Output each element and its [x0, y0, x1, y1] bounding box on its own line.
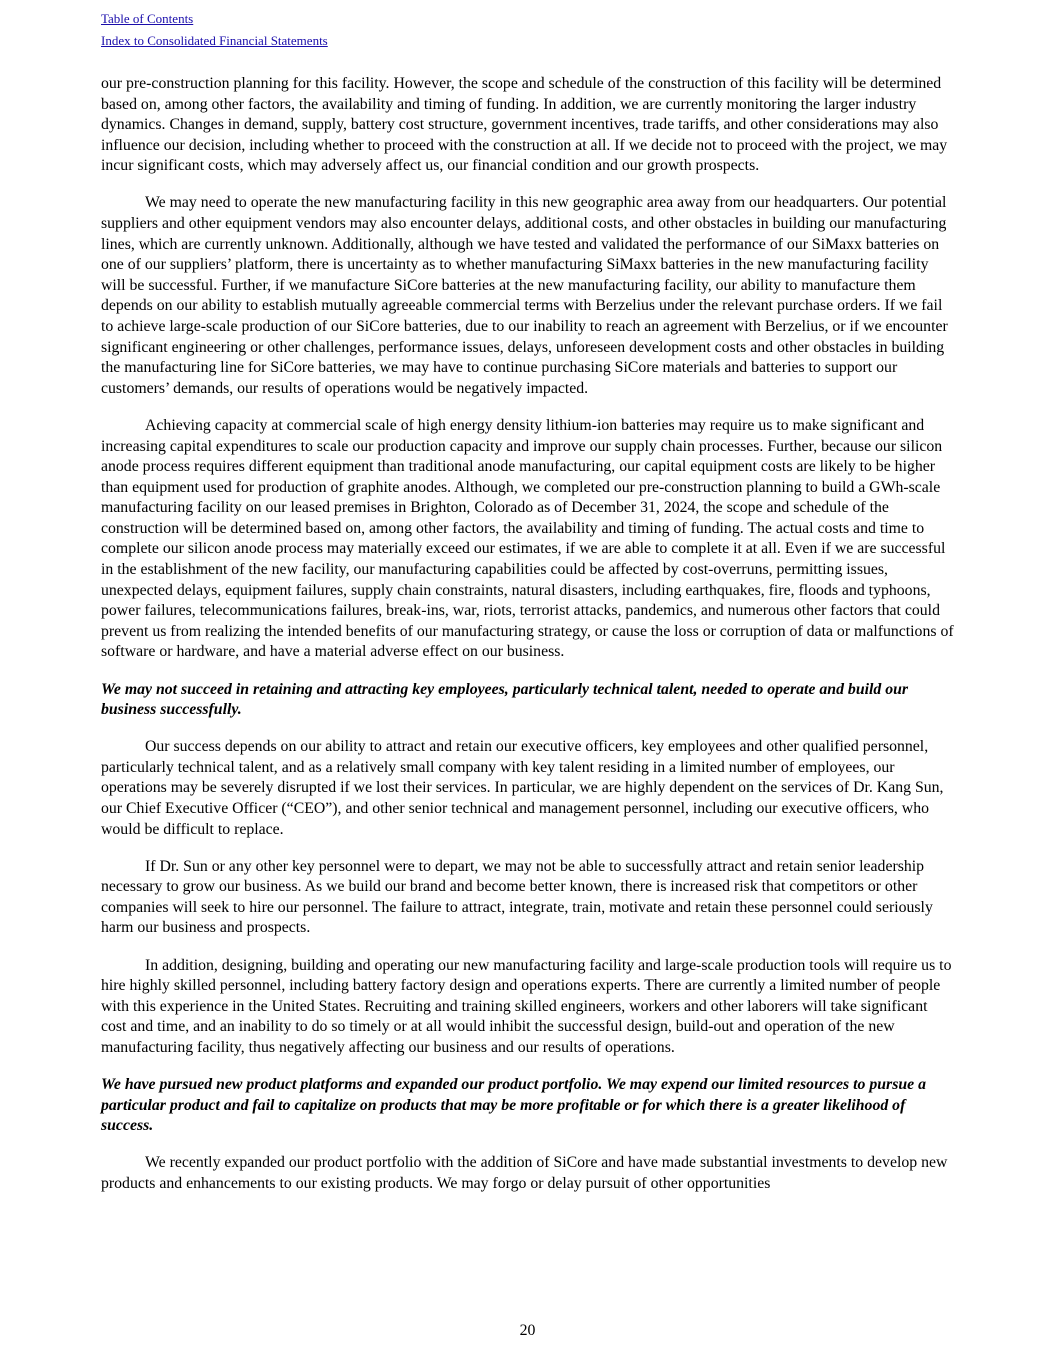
risk-heading-product-platforms: We have pursued new product platforms and expanded our product portfolio. We may expend our limited resources to pursue a particular product and fail to capitalize on products that may be more profitable or for which there is a greater likelihood of success. — [101, 1076, 926, 1135]
financial-statements-index-link[interactable]: Index to Consolidated Financial Statements — [101, 33, 328, 48]
paragraph-product-portfolio: We recently expanded our product portfolio with the addition of SiCore and have made substantial investments to develop new products and enhancements to our existing products. We may forgo or delay pursuit of other opportunities — [101, 1154, 948, 1192]
risk-heading-key-employees: We may not succeed in retaining and attracting key employees, particularly technical talent, needed to operate and build our business successfully. — [101, 680, 909, 719]
paragraph-capacity-scale: Achieving capacity at commercial scale of high energy density lithium-ion batteries may require us to make significant and increasing capital expenditures to scale our production capacity and improve our supply chain processes. Further, because our silicon anode process requires different equipment than traditional anode manufacturing, our capital equipment costs are likely to be higher than equipment used for production of graphite anodes. Although, we completed our pre-construction planning to build a GWh-scale manufacturing facility on our leased premises in Brighton, Colorado as of December 31, 2024, the scope and schedule of the construction will be determined based on, among other factors, the availability and timing of funding. The actual costs and time to complete our silicon anode process may materially exceed our estimates, if we are able to complete it at all. Even if we are successful in the establishment of the new facility, our manufacturing capabilities could be affected by cost-overruns, permitting issues, unexpected delays, equipment failures, supply chain constraints, natural disasters, including earthquakes, fire, floods and typhoons, power failures, telecommunications failures, break-ins, war, riots, terrorist attacks, pandemics, and numerous other factors that could prevent us from realizing the intended benefits of our manufacturing strategy, or cause the loss or corruption of data or malfunctions of software or hardware, and have a material adverse effect on our business. — [101, 416, 954, 661]
paragraph-key-personnel: If Dr. Sun or any other key personnel were to depart, we may not be able to successfully attract and retain senior leadership necessary to grow our business. As we build our brand and become better known, there is increased risk that competitors or other companies will seek to hire our personnel. The failure to attract, integrate, train, motivate and retain these personnel could seriously harm our business and prospects. — [101, 857, 933, 937]
top-navigation — [101, 8, 328, 52]
paragraph-manufacturing-facility: We may need to operate the new manufacturing facility in this new geographic area away from our headquarters. Our potential suppliers and other equipment vendors may also encounter delays, additional costs, and other obstacles in building our manufacturing lines, which are currently unknown. Additionally, although we have tested and validated the performance of our SiMaxx batteries on one of our suppliers’ platform, there is uncertainty as to whether manufacturing SiMaxx batteries in the new manufacturing facility will be successful. Further, if we manufacture SiCore batteries at the new manufacturing facility, our ability to manufacture them depends on our ability to establish mutually agreeable commercial terms with Berzelius under the relevant purchase orders. If we fail to achieve large-scale production of our SiCore batteries, due to our inability to reach an agreement with Berzelius, or if we encounter significant engineering or other challenges, performance issues, delays, unforeseen development costs and other obstacles in building the manufacturing line for SiCore batteries, we may have to continue purchasing SiCore materials and batteries to support our customers’ demands, our results of operations would be negatively impacted. — [101, 194, 948, 397]
paragraph-skilled-personnel: In addition, designing, building and operating our new manufacturing facility and large-scale production tools will require us to hire highly skilled personnel, including battery factory design and operations experts. There are currently a limited number of people with this experience in the United States. Recruiting and training skilled engineers, workers and other laborers will take significant cost and time, and an inability to do so timely or at all would inhibit the successful design, build-out and operation of the new manufacturing facility, thus negatively affecting our business and our results of operations. — [101, 956, 952, 1056]
table-of-contents-link[interactable]: Table of Contents — [101, 11, 194, 26]
paragraph-executive-officers: Our success depends on our ability to attract and retain our executive officers, key employees and other qualified personnel, particularly technical talent, and as a relatively small company with key talent residing in a limited number of employees, our operations may be severely disrupted if we lost their services. In particular, we are highly dependent on the services of Dr. Kang Sun, our Chief Executive Officer (“CEO”), and other senior technical and management personnel, including our executive officers, who would be difficult to replace. — [101, 738, 944, 838]
page-number: 20 — [519, 1322, 536, 1339]
document-body — [101, 74, 956, 1211]
paragraph-continuation: our pre-construction planning for this facility. However, the scope and schedule of the construction of this facility will be determined based on, among other factors, the availability and timing of funding. In addition, we are currently monitoring the larger industry dynamics. Changes in demand, supply, battery cost structure, government incentives, trade tariffs, and other considerations may also influence our decision, including whether to proceed with the construction at all. If we decide not to proceed with the project, we may incur significant costs, which may adversely affect us, our financial condition and our growth prospects. — [101, 75, 948, 175]
